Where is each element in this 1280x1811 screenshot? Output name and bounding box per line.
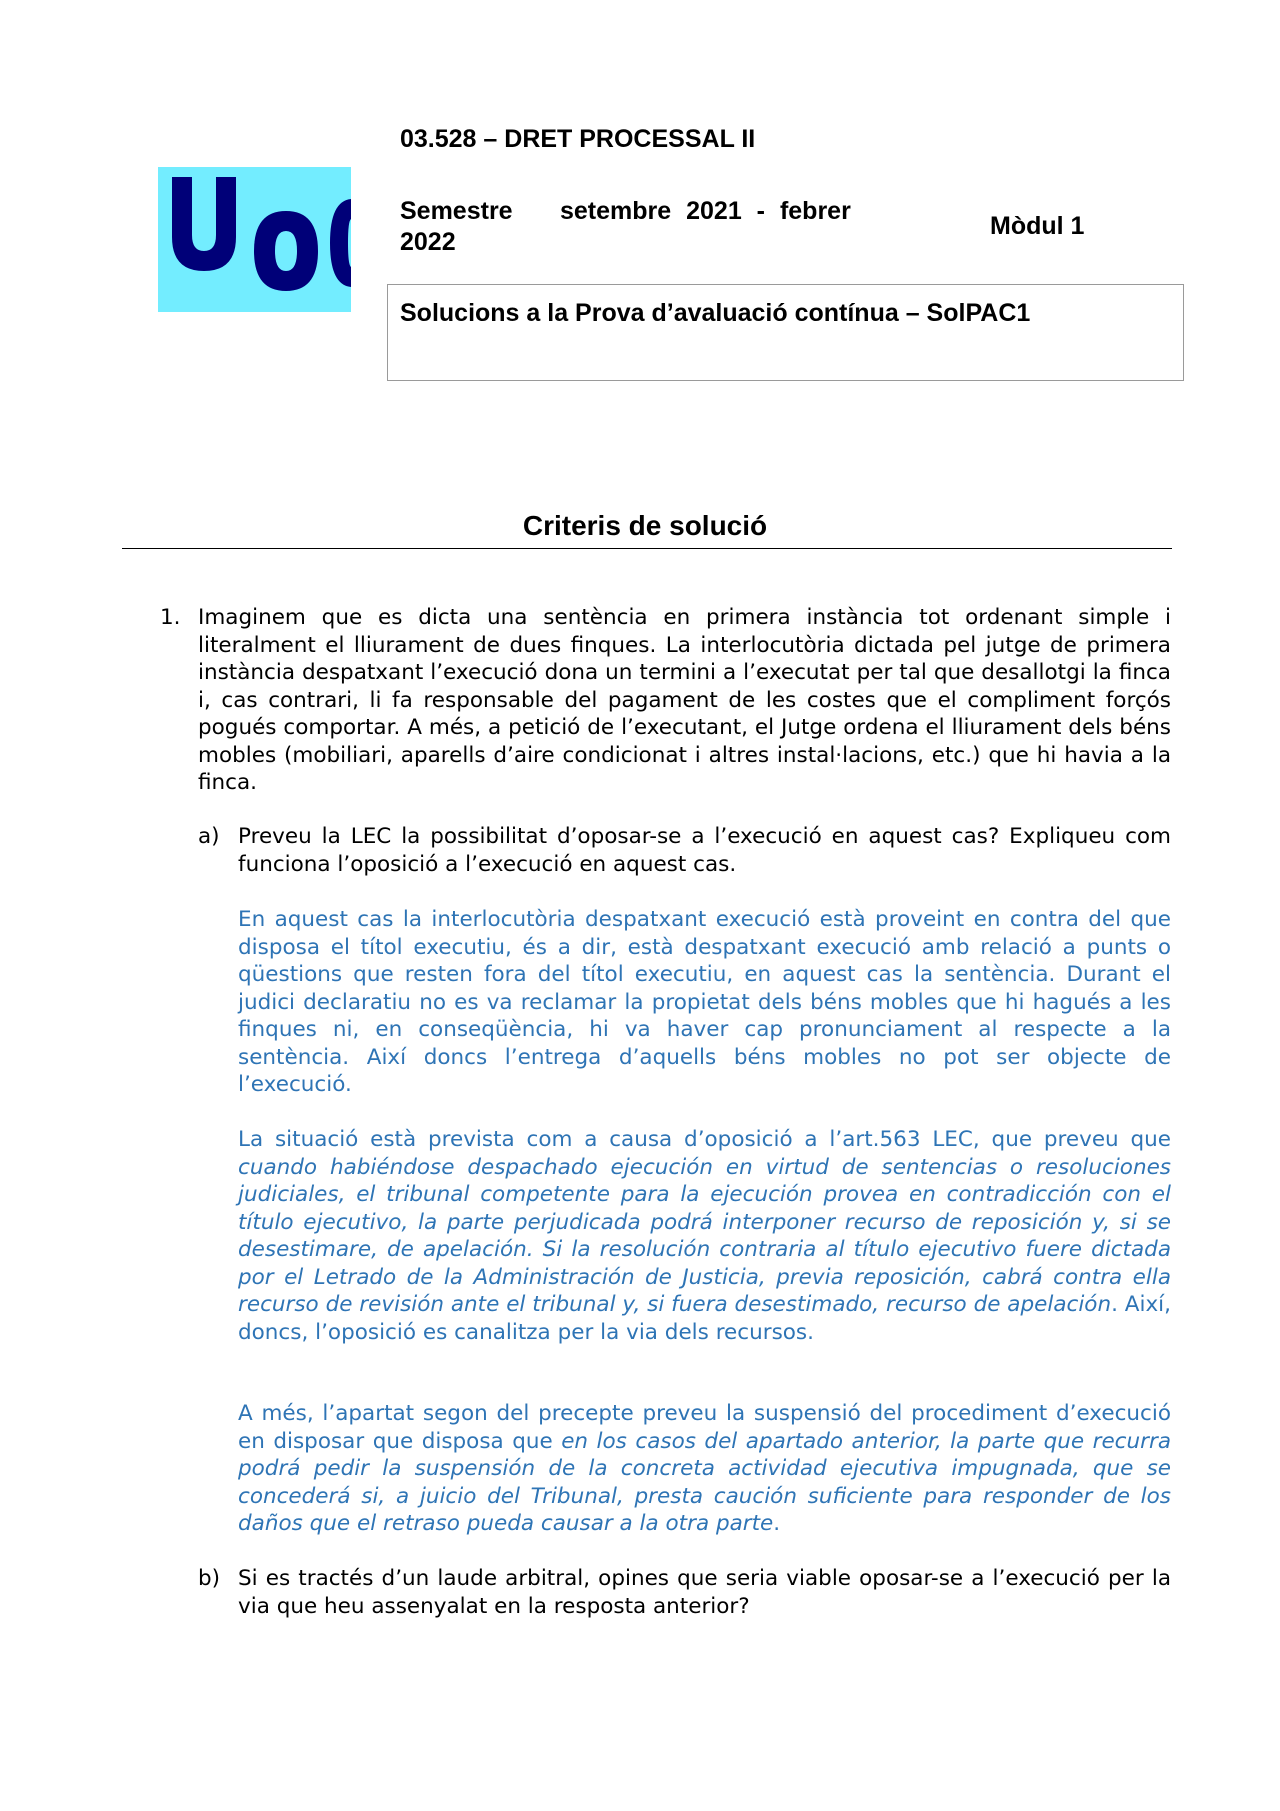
semester-year: 2022 bbox=[400, 228, 456, 256]
semester-dates: setembre 2021 - febrer bbox=[560, 197, 851, 225]
solutions-title: Solucions a la Prova d’avaluació contínua – SolPAC1 bbox=[400, 299, 1031, 327]
answer-3-intro: A més, l’apartat segon del precepte preveu la suspensió del procediment d’execució en disposar que disposa que bbox=[238, 1401, 1171, 1454]
answer-paragraph-2 bbox=[238, 1126, 1171, 1346]
answer-2-intro: La situació està prevista com a causa d’oposició a l’art.563 LEC, que preveu que bbox=[238, 1127, 1171, 1152]
section-title: Criteris de solució bbox=[522, 510, 768, 541]
section-divider bbox=[122, 548, 1172, 549]
solutions-title-box bbox=[387, 284, 1184, 381]
uoc-logo-mark bbox=[158, 167, 351, 312]
subquestion-b-text: Si es tractés d’un laude arbitral, opines que seria viable oposar-se a l’execució per la via que heu assenyalat en la resposta anterior? bbox=[238, 1566, 1171, 1619]
question-number: 1. bbox=[160, 605, 181, 630]
subquestion-b-label: b) bbox=[198, 1566, 221, 1591]
answer-paragraph-3 bbox=[238, 1400, 1171, 1538]
answer-paragraph-1: En aquest cas la interlocutòria despatxant execució està proveint en contra del que disposa el títol executiu, és a dir, està despatxant execució amb relació a punts o qüestions que resten fora del títol executiu, en aquest cas la sentència. Durant el judici declaratiu no es va reclamar la propietat dels béns mobles que hi hagués a les finques ni, en conseqüència, hi va haver cap pronunciament al respecte a la sentència. Així doncs l’entrega d’aquells béns mobles no pot ser objecte de l’execució. bbox=[238, 907, 1171, 1097]
uoc-logo bbox=[158, 167, 351, 312]
answer-2-outro: . Així, doncs, l’oposició es canalitza per la via dels recursos. bbox=[238, 1292, 1171, 1345]
subquestion-a-label: a) bbox=[198, 824, 220, 849]
answer-3-legal-quote: en los casos del apartado anterior, la parte que recurra podrá pedir la suspensión de la concreta actividad ejecutiva impugnada, que se concederá si, a juicio del Tribunal, presta caución suficiente para responder de los daños que el retraso pueda causar a la otra parte bbox=[238, 1428, 1171, 1536]
course-title: 03.528 – DRET PROCESSAL II bbox=[400, 125, 756, 153]
subquestion-a-text: Preveu la LEC la possibilitat d’oposar-se a l’execució en aquest cas? Expliqueu com funciona l’oposició a l’execució en aquest cas. bbox=[238, 824, 1171, 877]
module-label: Mòdul 1 bbox=[990, 212, 1085, 240]
question-text: Imaginem que es dicta una sentència en primera instància tot ordenant simple i literalment el lliurament de dues finques. La interlocutòria dictada pel jutge de primera instància despatxant l’execució dona un termini a l’executat per tal que desallotgi la finca i, cas contrari, li fa responsable del pagament de les costes que el compliment forçós pogués comportar. A més, a petició de l’executant, el Jutge ordena el lliurament dels béns mobles (mobiliari, aparells d’aire condicionat i altres instal·lacions, etc.) que hi havia a la finca. bbox=[198, 605, 1171, 795]
answer-2-legal-quote: cuando habiéndose despachado ejecución en virtud de sentencias o resoluciones judiciales, el tribunal competente para la ejecución provea en contradicción con el título ejecutivo, la parte perjudicada podrá interponer recurso de reposición y, si se desestimare, de apelación. Si la resolución contraria al título ejecutivo fuere dictada por el Letrado de la Administración de Justicia, previa reposición, cabrá contra ella recurso de revisión ante el tribunal y, si fuera desestimado, recurso de apelación bbox=[238, 1154, 1171, 1317]
answer-3-outro: . bbox=[773, 1511, 781, 1536]
semester-label: Semestre bbox=[400, 197, 513, 225]
